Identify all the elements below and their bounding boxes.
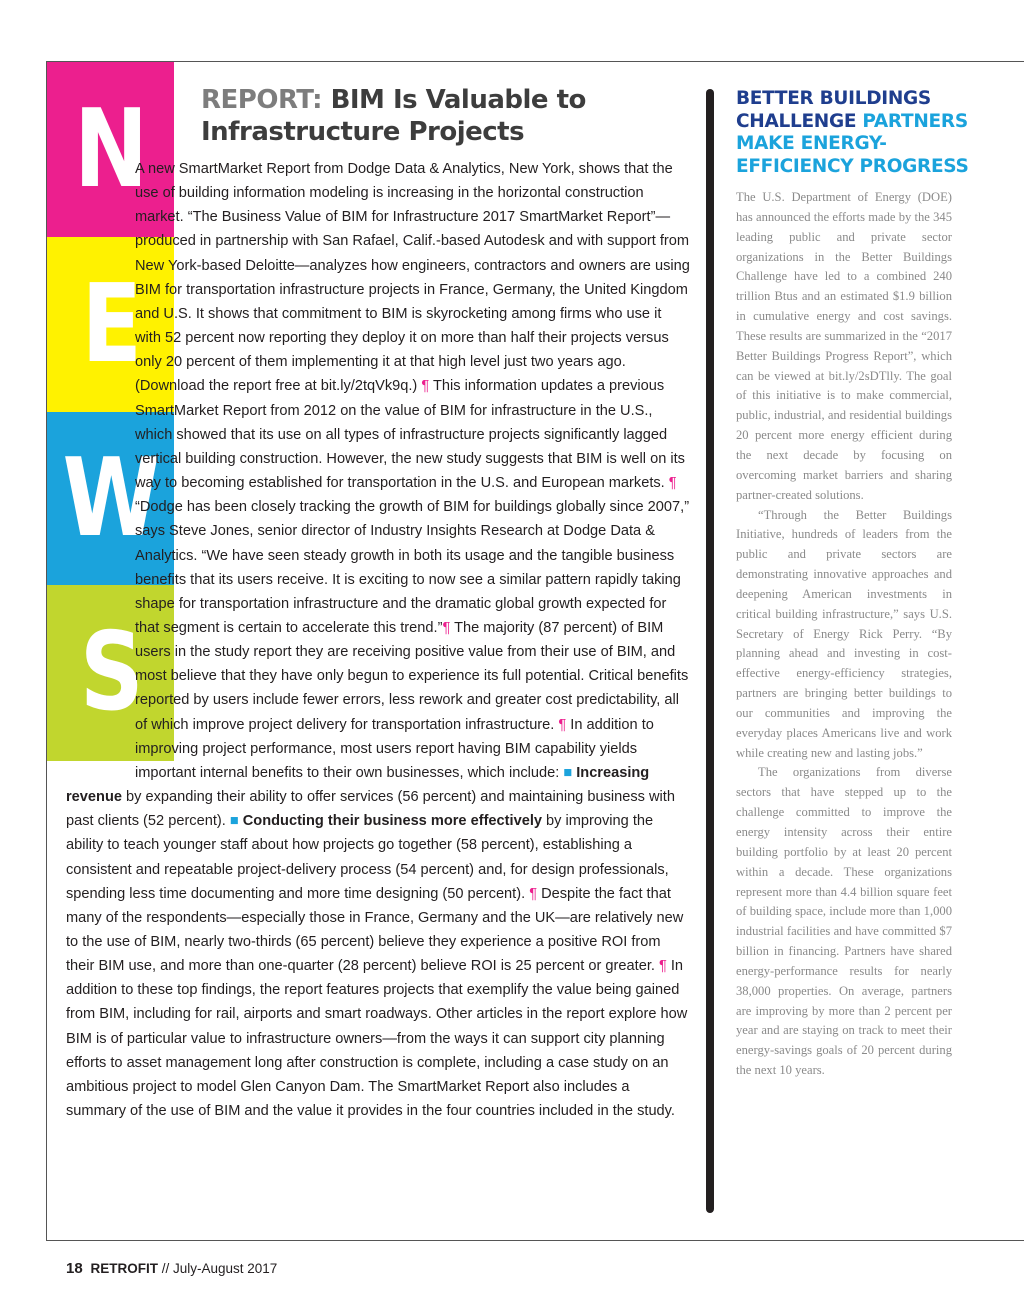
page-footer bbox=[66, 1260, 277, 1277]
sidebar-paragraph: “Through the Better Buildings Initiative, hundreds of leaders from the public and private sectors are demonstrating innovative approaches and deepening American investments in critical building infrastructure,” says U.S. Secretary of Energy Rick Perry. “By planning ahead and investing in cost-effective energy-efficiency strategies, partners are bringing better buildings to our communities and improving the everyday places Americans live and work while creating new and lasting jobs.” bbox=[736, 507, 952, 760]
pilcrow-mark: ¶ bbox=[529, 885, 538, 902]
bold-lead-in: Increasing revenue bbox=[66, 764, 650, 806]
page-frame-top bbox=[46, 61, 1024, 62]
sidebar-headline-part: BETTER BUILDINGS CHALLENGE bbox=[736, 88, 931, 132]
magazine-name: RETROFIT bbox=[90, 1261, 158, 1276]
pilcrow-mark: ¶ bbox=[442, 619, 451, 636]
article-text: by improving the ability to teach younger staff about how projects go together (58 percent), establishing a consistent and repeatable project-delivery process (54 percent) and, for design professionals, spending less time documenting and more time designing (50 percent). bbox=[66, 813, 669, 902]
sidebar-paragraph: The organizations from diverse sectors that have stepped up to the challenge committed to improve the energy intensity across their entire building portfolio by at least 20 percent within a decade. These organizations represent more than 4.4 billion square feet of building space, include more than 1,000 industrial facilities and have committed $7 billion in financing. Partners have shared energy-performance results for nearly 38,000 properties. On average, partners are improving by more than 2 percent per year and are staying on track to meet their energy-savings goals of 20 percent during the next 10 years. bbox=[736, 765, 952, 1078]
article-text: The majority (87 percent) of BIM users in the study report they are receiving positive value from their use of BIM, and most believe that they have only begun to experience its full potential. Critical benefits reported by users include fewer errors, less rework and greater cost predictability, all of which improve project delivery for transportation infrastructure. bbox=[135, 619, 689, 733]
news-letter-e: E bbox=[81, 261, 140, 387]
article-paragraph bbox=[66, 157, 690, 1123]
sidebar-body bbox=[736, 188, 952, 1081]
article-text: —produced in partnership with San Rafael, Calif.-based Autodesk and with support from New York-based Deloitte—analyzes how engineers, contractors and owners are using BIM for transportation infrastructure projects in France, Germany, the United Kingdom and U.S. It shows that commitment to BIM is skyrocketing among firms who use it with 52 percent now reporting they deploy it on more than half their projects versus only 20 percent of them implementing it at that high level just two years ago. (Download the report free at bit.ly/2tqVk9q.) bbox=[135, 209, 690, 395]
article-text: A new SmartMarket Report from Dodge Data & Analytics, New York, shows that the use of building information modeling is increasing in the horizontal construction market. bbox=[135, 161, 673, 226]
pilcrow-mark: ¶ bbox=[421, 378, 430, 395]
square-bullet-icon: ■ bbox=[563, 764, 573, 781]
pilcrow-mark: ¶ bbox=[658, 958, 667, 975]
page-number: 18 bbox=[66, 1260, 83, 1277]
issue-date: // July-August 2017 bbox=[157, 1261, 278, 1276]
report-title-quote: “The Business Value of BIM for Infrastructure 2017 SmartMarket Report” bbox=[187, 209, 656, 226]
pilcrow-mark: ¶ bbox=[668, 475, 677, 492]
article-text: In addition to improving project performance, most users report having BIM capability yields important internal benefits to their own businesses, which include: bbox=[135, 716, 654, 781]
square-bullet-icon: ■ bbox=[229, 813, 239, 830]
bold-lead-in: Conducting their business more effectively bbox=[242, 813, 542, 830]
article-headline bbox=[201, 84, 671, 148]
article-text: This information updates a previous SmartMarket Report from 2012 on the value of BIM for infrastructure in the U.S., which showed that its use on all types of infrastructure projects significantly lagged vertical building construction. However, the new study suggests that BIM is well on its way to becoming established for transportation in the U.S. and European markets. bbox=[135, 378, 685, 492]
article-text: In addition to these top findings, the report features projects that exemplify the value being gained from BIM, including for rail, airports and smart roadways. Other articles in the report explore how BIM is of particular value to infrastructure owners—from the ways it can support city planning efforts to asset management long after construction is complete, including a case study on an ambitious project to model Glen Canyon Dam. The SmartMarket Report also includes a summary of the use of BIM and the value it provides in the four countries included in the study. bbox=[66, 958, 688, 1120]
sidebar-headline-part: MAKE ENERGY-EFFICIENCY PROGRESS bbox=[736, 133, 969, 177]
tile-wrap-spacer bbox=[0, 157, 135, 763]
article-body bbox=[66, 157, 690, 1123]
page-frame-bottom bbox=[46, 1240, 1024, 1241]
article-kicker: REPORT: bbox=[201, 85, 323, 115]
article-text: Despite the fact that many of the respondents—especially those in France, Germany and the UK—are relatively new to the use of BIM, nearly two-thirds (65 percent) believe they experience a positive ROI from their BIM use, and more than one-quarter (28 percent) believe ROI is 25 percent or greater. bbox=[66, 885, 684, 975]
column-divider bbox=[706, 89, 714, 1213]
sidebar-headline-highlight: PARTNERS bbox=[862, 110, 968, 132]
sidebar-headline bbox=[736, 88, 986, 178]
news-letter-s: S bbox=[79, 610, 142, 735]
pilcrow-mark: ¶ bbox=[558, 716, 567, 733]
news-letter-w: W bbox=[62, 435, 159, 561]
article-title: BIM Is Valuable to Infrastructure Projects bbox=[201, 85, 586, 147]
sidebar-paragraph: The U.S. Department of Energy (DOE) has announced the efforts made by the 345 leading public and private sector organizations in the Better Buildings Challenge have led to a combined 240 trillion Btus and an estimated $1.9 billion in cumulative energy and cost savings. These results are summarized in the “2017 Better Buildings Progress Report”, which can be viewed at bit.ly/2sDTlly. The goal of this initiative is to make commercial, public, industrial, and residential buildings 20 percent more energy efficient during the next decade by focusing on overcoming market barriers and sharing partner-created solutions. bbox=[736, 190, 952, 502]
article-text: “Dodge has been closely tracking the growth of BIM for buildings globally since 2007,” says Steve Jones, senior director of Industry Insights Research at Dodge Data & Analytics. “We have seen steady growth in both its usage and the tangible business benefits that its users receive. It is exciting to now see a similar pattern rapidly taking shape for transportation infrastructure and the dramatic global growth expected for that segment is certain to accelerate this trend.” bbox=[135, 499, 690, 636]
article-text: by expanding their ability to offer services (56 percent) and maintaining business with past clients (52 percent). bbox=[66, 789, 675, 830]
news-letter-n: N bbox=[74, 86, 147, 212]
